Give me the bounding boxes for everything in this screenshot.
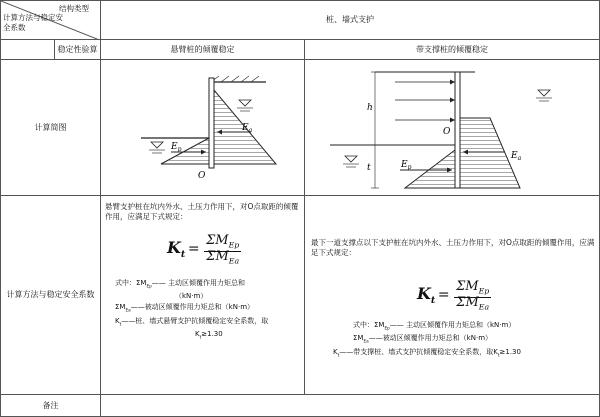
stability-check-label: 稳定性验算 [57, 44, 98, 54]
formula-fraction: $\frac{\Sigma M_{Ep}}{\Sigma M_{Ea}}$ [206, 233, 240, 266]
cantilever-diagram-cell [100, 59, 305, 196]
col-cantilever-title: 悬臂桩的倾覆稳定 [170, 44, 235, 54]
empty-header-cell [0, 39, 55, 60]
col-braced-title: 带支撑桩的倾覆稳定 [416, 44, 488, 54]
stability-check-label-cell [54, 39, 101, 60]
method-row-label-cell [0, 195, 101, 395]
structure-type-label: 结构类型 [59, 4, 89, 13]
method-safety-label: 计算方法与稳定安全系数 [3, 13, 63, 32]
braced-intro-text: 最下一道支撑点以下支护桩在坑内外水、土压力作用下，对O点取距的倾覆作用，应满足下式规定： [311, 238, 595, 257]
corner-header-cell [0, 0, 101, 40]
method-row-label: 计算方法与稳定安全系数 [6, 290, 95, 299]
col-cantilever-header [100, 39, 305, 60]
cantilever-diagram [101, 60, 304, 195]
remark-label-cell [0, 394, 101, 417]
formula-k: $K_t$ [167, 238, 186, 261]
diagram-row-label-cell [0, 59, 101, 196]
cantilever-notes: 式中：$\Sigma M_{Ep}——$ 主动区倾覆作用力矩总和 （kN·m） $\Sigma M_{Ea}——$被动区倾覆作用力矩总和（kN·m） $K_t——$桩、墙式悬臂支护抗倾覆稳定安全系数，取 $K_t\ge 1.30$ [115, 279, 269, 340]
t-label: t [367, 163, 371, 173]
ep-label-2: $E_p$ [401, 160, 412, 171]
col-braced-header [304, 39, 600, 60]
cantilever-intro-text: 悬臂支护桩在坑内外水、土压力作用下，对O点取距的倾覆作用，应满足下式规定： [105, 202, 299, 221]
braced-method-cell [304, 195, 600, 395]
structure-type-value [100, 0, 600, 40]
cantilever-method-cell [100, 195, 305, 395]
diagram-row-label: 计算简图 [34, 122, 67, 132]
braced-formula: $K_t$ = $\frac{\Sigma M_{Ep}}{\Sigma M_{Ea}}$ [417, 279, 490, 312]
braced-diagram [305, 60, 599, 195]
structure-type-value-text: 桩、墙式支护 [326, 15, 374, 24]
h-label: h [367, 103, 373, 113]
o-label-1: O [198, 171, 206, 181]
ea-label-2: $E_a$ [511, 151, 522, 162]
remark-value-cell [100, 394, 600, 417]
braced-diagram-cell [304, 59, 600, 196]
o-label-2: O [443, 127, 451, 137]
ea-label-1: $E_a$ [242, 123, 253, 134]
braced-notes: 式中：$\Sigma M_{Ep}——$ 主动区倾覆作用力矩总和（kN·m） $\Sigma M_{Ea}——$被动区倾覆作用力矩总和（kN·m） $K_t——$带支撑桩、墙式支护抗倾覆稳定安全系数，取$K_t\ge 1.30$ [333, 321, 521, 358]
cantilever-formula: $K_t$ = $\frac{\Sigma M_{Ep}}{\Sigma M_{Ea}}$ [167, 233, 240, 266]
ep-label-1: $E_p$ [171, 142, 182, 153]
remark-label: 备注 [42, 400, 59, 410]
